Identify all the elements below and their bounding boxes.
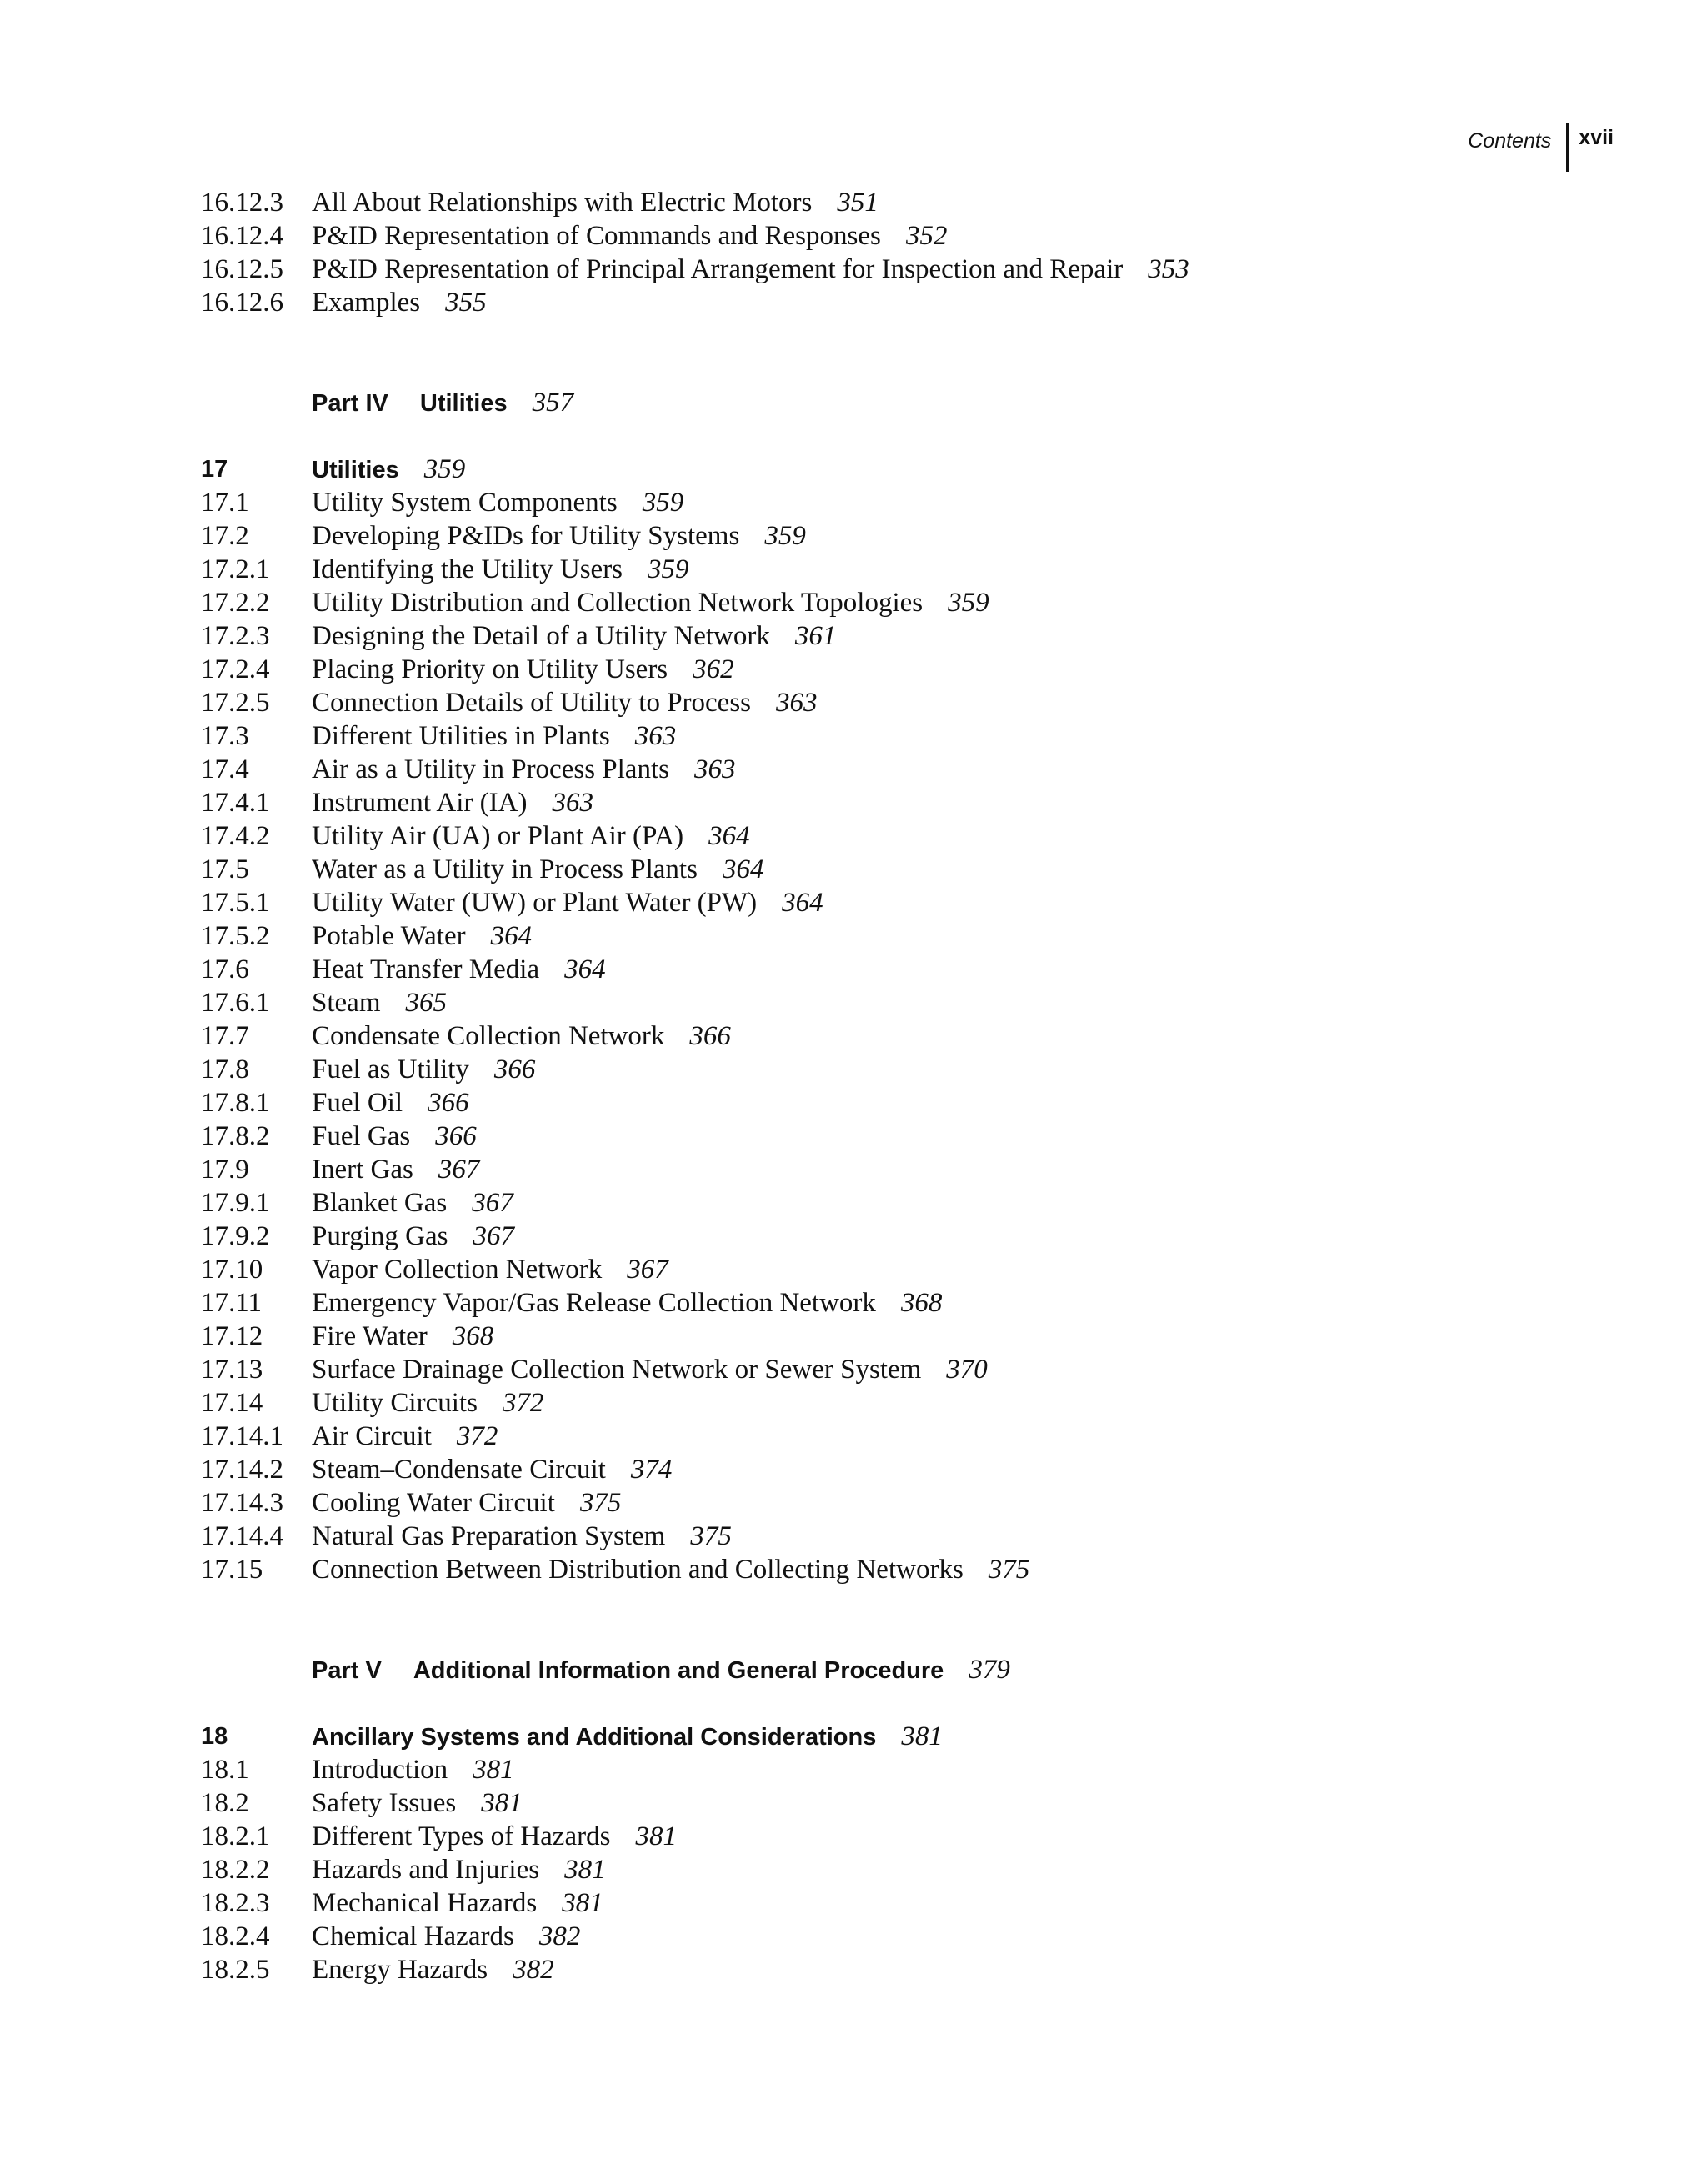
page-ref: 372 xyxy=(502,1388,544,1418)
section-number: 17.5.2 xyxy=(201,921,270,951)
section-title xyxy=(312,1720,943,1754)
page-ref: 368 xyxy=(452,1321,494,1351)
section-number: 17.2.2 xyxy=(201,588,270,618)
page-ref: 366 xyxy=(435,1121,477,1151)
page-ref: 365 xyxy=(405,988,447,1018)
section-title-text: Fire Water xyxy=(312,1321,428,1351)
section-title xyxy=(312,886,823,919)
page-ref: 382 xyxy=(513,1955,554,1985)
section-title-text: Potable Water xyxy=(312,921,466,951)
section-title xyxy=(312,686,818,719)
section-title-text: Air as a Utility in Process Plants xyxy=(312,754,669,784)
page-ref: 364 xyxy=(708,821,750,851)
section-number: 18.2.2 xyxy=(201,1855,270,1885)
page-ref: 375 xyxy=(579,1488,622,1518)
section-title xyxy=(312,819,750,853)
page-ref: 366 xyxy=(493,1054,536,1084)
section-title-text: Chemical Hazards xyxy=(312,1921,514,1951)
section-title-text: Utility Distribution and Collection Network Topologies xyxy=(312,588,924,618)
section-number: 17.9.2 xyxy=(201,1221,270,1251)
section-title xyxy=(312,919,532,953)
page-ref: 372 xyxy=(456,1421,498,1451)
page-ref: 359 xyxy=(648,554,689,584)
section-number: 17.2 xyxy=(201,521,249,551)
section-number: 16.12.3 xyxy=(201,188,283,218)
page-ref: 363 xyxy=(552,788,593,818)
section-title-text: Steam–Condensate Circuit xyxy=(312,1455,606,1485)
section-title xyxy=(312,1220,514,1253)
section-title-text: Fuel Gas xyxy=(312,1121,411,1151)
section-title-text: Developing P&IDs for Utility Systems xyxy=(312,521,740,551)
section-number: 17.9 xyxy=(201,1155,249,1185)
page-ref: 362 xyxy=(693,654,734,684)
section-title xyxy=(312,1320,493,1353)
section-title xyxy=(312,953,606,986)
page-ref: 381 xyxy=(481,1788,523,1818)
section-number: 17.2.5 xyxy=(201,688,270,718)
section-number: 17.15 xyxy=(201,1555,263,1585)
page-ref: 367 xyxy=(627,1255,668,1285)
section-number: 17.4.1 xyxy=(201,788,270,818)
section-title xyxy=(312,186,879,219)
section-title xyxy=(312,1753,514,1786)
page-ref: 381 xyxy=(562,1888,603,1918)
section-title-text: Cooling Water Circuit xyxy=(312,1488,555,1518)
section-number: 17.14.3 xyxy=(201,1488,283,1518)
section-title-text: Safety Issues xyxy=(312,1788,457,1818)
page-ref: 381 xyxy=(635,1821,677,1851)
section-title-text: Steam xyxy=(312,988,381,1018)
section-title-text: Air Circuit xyxy=(312,1421,432,1451)
section-title xyxy=(312,1953,554,1986)
page-ref: 374 xyxy=(630,1455,673,1485)
page-ref: 357 xyxy=(532,388,574,418)
section-title xyxy=(312,1420,498,1453)
section-number: 17 xyxy=(201,456,228,483)
section-title-text: Blanket Gas xyxy=(312,1188,448,1218)
section-number: 17.8.2 xyxy=(201,1121,270,1151)
section-title-text: Surface Drainage Collection Network or Sewer System xyxy=(312,1355,922,1385)
section-title-text: Heat Transfer Media xyxy=(312,954,540,984)
page-ref: 381 xyxy=(901,1721,943,1751)
page-ref: 363 xyxy=(776,688,818,718)
section-number: 17.2.1 xyxy=(201,554,270,584)
section-title xyxy=(312,1386,543,1420)
page-number: xvii xyxy=(1579,126,1614,149)
section-title xyxy=(312,986,447,1019)
section-title xyxy=(312,286,487,319)
section-title-text: Vapor Collection Network xyxy=(312,1255,603,1285)
section-title xyxy=(312,1553,1029,1586)
section-number: 18.2.4 xyxy=(201,1921,270,1951)
section-title xyxy=(312,786,593,819)
section-title-text: Introduction xyxy=(312,1755,448,1785)
section-title xyxy=(312,1820,677,1853)
section-title xyxy=(312,453,465,487)
section-title-text: P&ID Representation of Principal Arrangement for Inspection and Repair xyxy=(312,254,1124,284)
section-title-text: Condensate Collection Network xyxy=(312,1021,665,1051)
section-title xyxy=(312,619,836,653)
section-number: 17.4 xyxy=(201,754,249,784)
section-title-text: Instrument Air (IA) xyxy=(312,788,528,818)
section-title-text: Identifying the Utility Users xyxy=(312,554,623,584)
section-title xyxy=(312,1486,621,1520)
page-ref: 366 xyxy=(428,1088,469,1118)
section-title xyxy=(312,1086,469,1120)
section-number: 16.12.5 xyxy=(201,254,283,284)
page-ref: 364 xyxy=(782,888,823,918)
section-title-text: Emergency Vapor/Gas Release Collection Network xyxy=(312,1288,876,1318)
section-number: 17.14.2 xyxy=(201,1455,283,1485)
page-ref: 367 xyxy=(472,1188,513,1218)
section-title xyxy=(312,253,1189,286)
page-ref: 364 xyxy=(564,954,606,984)
section-title xyxy=(312,1286,942,1320)
section-title-text: Examples xyxy=(312,288,421,318)
section-title xyxy=(312,1153,479,1186)
section-title xyxy=(312,1120,477,1153)
section-title-text: Ancillary Systems and Additional Considerations xyxy=(312,1724,877,1751)
section-title-text: Different Types of Hazards xyxy=(312,1821,611,1851)
section-number: 17.14.4 xyxy=(201,1521,283,1551)
section-number: 18.2.1 xyxy=(201,1821,270,1851)
page-ref: 367 xyxy=(438,1155,480,1185)
section-number: 16.12.6 xyxy=(201,288,283,318)
section-title xyxy=(312,553,689,586)
page-ref: 351 xyxy=(837,188,879,218)
section-title-text: Connection Details of Utility to Process xyxy=(312,688,752,718)
section-title-text: P&ID Representation of Commands and Responses xyxy=(312,221,881,251)
section-number: 17.14 xyxy=(201,1388,263,1418)
section-title-text: Purging Gas xyxy=(312,1221,448,1251)
page-ref: 364 xyxy=(490,921,533,951)
section-number: 17.1 xyxy=(201,488,249,518)
section-title xyxy=(312,1353,988,1386)
page-ref: 367 xyxy=(473,1221,514,1251)
page-ref: 375 xyxy=(988,1555,1030,1585)
page-ref: 368 xyxy=(900,1288,943,1318)
running-head-title: Contents xyxy=(1468,129,1552,153)
page-ref: 359 xyxy=(642,488,684,518)
page-ref: 375 xyxy=(690,1521,732,1551)
section-title-text: Water as a Utility in Process Plants xyxy=(312,854,698,884)
section-title-text: Natural Gas Preparation System xyxy=(312,1521,666,1551)
section-title xyxy=(312,1053,535,1086)
part-heading xyxy=(312,386,573,419)
page-ref: 363 xyxy=(693,754,736,784)
section-number: 18.2.5 xyxy=(201,1955,270,1985)
section-number: 17.4.2 xyxy=(201,821,270,851)
section-title-text: Hazards and Injuries xyxy=(312,1855,540,1885)
page-ref: 364 xyxy=(722,854,764,884)
page-ref: 355 xyxy=(445,288,487,318)
section-number: 17.5 xyxy=(201,854,249,884)
section-title-text: Energy Hazards xyxy=(312,1955,488,1985)
section-title xyxy=(312,753,735,786)
section-number: 18.2 xyxy=(201,1788,249,1818)
section-title-text: Inert Gas xyxy=(312,1155,413,1185)
page-ref: 353 xyxy=(1148,254,1189,284)
page-ref: 359 xyxy=(948,588,989,618)
section-title-text: Fuel as Utility xyxy=(312,1054,469,1084)
section-number: 17.5.1 xyxy=(201,888,270,918)
section-title-text: Placing Priority on Utility Users xyxy=(312,654,668,684)
part-title: Utilities xyxy=(419,390,508,417)
section-title xyxy=(312,1886,603,1920)
section-number: 17.10 xyxy=(201,1255,263,1285)
section-title xyxy=(312,1253,668,1286)
section-number: 17.12 xyxy=(201,1321,263,1351)
section-title-text: Mechanical Hazards xyxy=(312,1888,538,1918)
section-number: 17.11 xyxy=(201,1288,263,1318)
section-title xyxy=(312,586,989,619)
section-title xyxy=(312,1920,580,1953)
section-title xyxy=(312,853,763,886)
section-number: 17.3 xyxy=(201,721,249,751)
section-number: 17.2.3 xyxy=(201,621,270,651)
page-ref: 379 xyxy=(969,1655,1010,1685)
section-number: 17.8.1 xyxy=(201,1088,270,1118)
part-label: Part V xyxy=(312,1657,382,1684)
running-head xyxy=(1468,123,1614,172)
section-number: 18 xyxy=(201,1723,228,1750)
part-label: Part IV xyxy=(312,390,388,417)
section-title-text: Utilities xyxy=(312,457,399,483)
section-title-text: All About Relationships with Electric Motors xyxy=(312,188,813,218)
section-number: 17.14.1 xyxy=(201,1421,283,1451)
section-title-text: Designing the Detail of a Utility Network xyxy=(312,621,770,651)
section-title-text: Utility Circuits xyxy=(312,1388,478,1418)
part-heading xyxy=(312,1653,1010,1686)
page-ref: 382 xyxy=(538,1921,581,1951)
section-number: 17.6.1 xyxy=(201,988,270,1018)
page-ref: 359 xyxy=(423,454,466,484)
section-title xyxy=(312,1186,513,1220)
section-number: 17.6 xyxy=(201,954,249,984)
section-title xyxy=(312,1520,732,1553)
section-title xyxy=(312,1453,672,1486)
section-title xyxy=(312,219,947,253)
page-ref: 381 xyxy=(473,1755,514,1785)
section-title xyxy=(312,653,734,686)
section-title xyxy=(312,486,683,519)
section-number: 17.13 xyxy=(201,1355,263,1385)
page-ref: 359 xyxy=(764,521,806,551)
section-number: 17.9.1 xyxy=(201,1188,270,1218)
section-number: 16.12.4 xyxy=(201,221,283,251)
section-title xyxy=(312,1786,523,1820)
section-title xyxy=(312,1019,731,1053)
page-ref: 381 xyxy=(564,1855,606,1885)
section-number: 17.2.4 xyxy=(201,654,270,684)
section-title-text: Different Utilities in Plants xyxy=(312,721,610,751)
section-title-text: Utility Water (UW) or Plant Water (PW) xyxy=(312,888,758,918)
section-title-text: Connection Between Distribution and Collecting Networks xyxy=(312,1555,964,1585)
section-number: 17.7 xyxy=(201,1021,249,1051)
section-title xyxy=(312,719,676,753)
page-ref: 363 xyxy=(634,721,677,751)
section-title-text: Utility Air (UA) or Plant Air (PA) xyxy=(312,821,684,851)
section-number: 18.1 xyxy=(201,1755,249,1785)
section-title-text: Utility System Components xyxy=(312,488,618,518)
section-title-text: Fuel Oil xyxy=(312,1088,403,1118)
page-ref: 366 xyxy=(689,1021,731,1051)
page-ref: 370 xyxy=(946,1355,988,1385)
section-title xyxy=(312,1853,606,1886)
section-number: 17.8 xyxy=(201,1054,249,1084)
page-ref: 361 xyxy=(794,621,837,651)
section-number: 18.2.3 xyxy=(201,1888,270,1918)
section-title xyxy=(312,519,806,553)
page-ref: 352 xyxy=(905,221,948,251)
part-title: Additional Information and General Procedure xyxy=(413,1657,944,1684)
